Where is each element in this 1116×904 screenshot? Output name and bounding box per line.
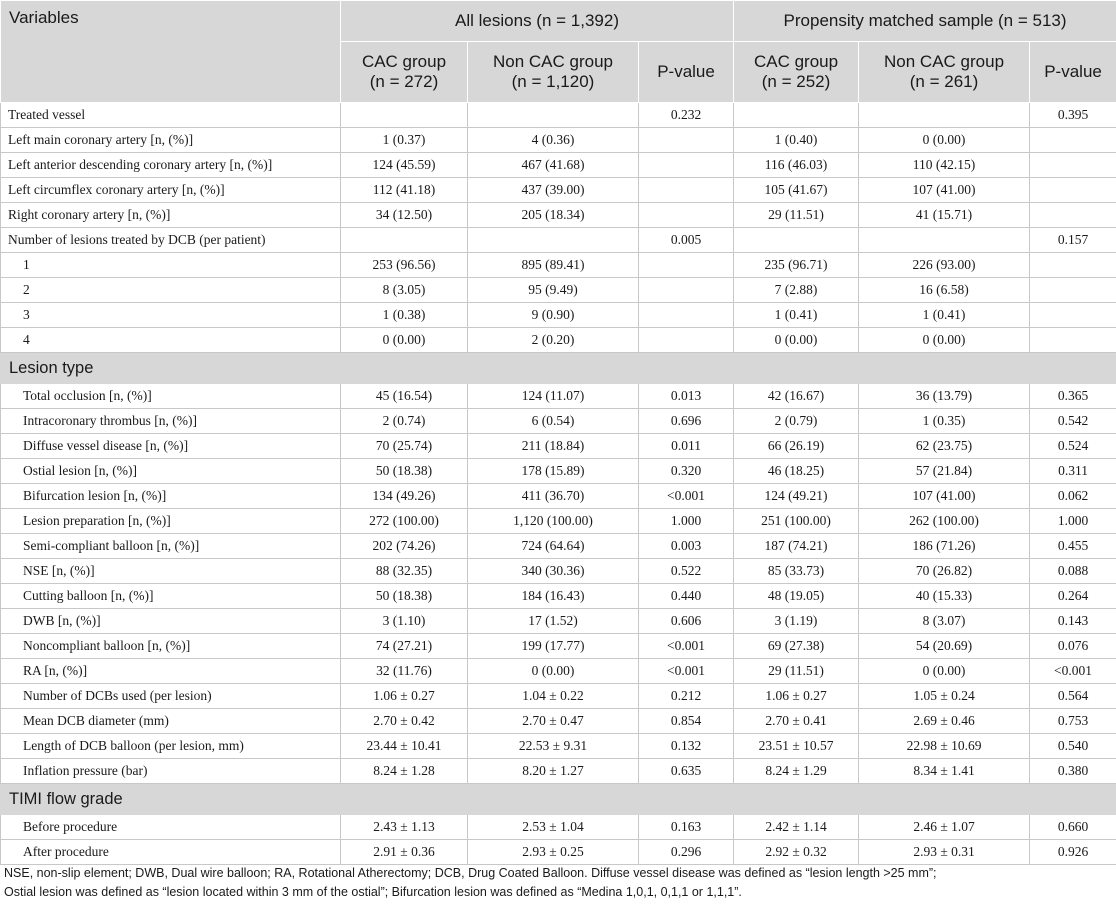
table-cell: 74 (27.21): [341, 634, 468, 659]
table-cell: 0.753: [1030, 709, 1116, 734]
table-row: [1, 203, 1116, 228]
table-cell: 2.42 ± 1.14: [734, 815, 859, 840]
row-label: Length of DCB balloon (per lesion, mm): [1, 734, 341, 759]
table-cell: 22.53 ± 9.31: [468, 734, 639, 759]
table-cell: 186 (71.26): [859, 534, 1030, 559]
table-cell: 0.212: [639, 684, 734, 709]
table-cell: 9 (0.90): [468, 303, 639, 328]
row-label: Semi-compliant balloon [n, (%)]: [1, 534, 341, 559]
table-cell: 6 (0.54): [468, 409, 639, 434]
table-row: [1, 734, 1116, 759]
table-cell: 205 (18.34): [468, 203, 639, 228]
table-row: [1, 559, 1116, 584]
table-cell: 272 (100.00): [341, 509, 468, 534]
table-cell: <0.001: [639, 484, 734, 509]
row-label: DWB [n, (%)]: [1, 609, 341, 634]
table-cell: 124 (45.59): [341, 153, 468, 178]
table-cell: 29 (11.51): [734, 203, 859, 228]
table-cell: [639, 178, 734, 203]
row-label: Left anterior descending coronary artery [n, (%)]: [1, 153, 341, 178]
table-cell: 2 (0.20): [468, 328, 639, 353]
table-cell: 1.06 ± 0.27: [341, 684, 468, 709]
header-row-top: [1, 1, 1116, 42]
row-label: After procedure: [1, 840, 341, 865]
table-cell: 2 (0.79): [734, 409, 859, 434]
all-pvalue-header: P-value: [639, 42, 734, 103]
table-row: [1, 634, 1116, 659]
row-label: 4: [1, 328, 341, 353]
table-cell: 62 (23.75): [859, 434, 1030, 459]
table-cell: [1030, 203, 1116, 228]
table-row: [1, 759, 1116, 784]
table-cell: 0.660: [1030, 815, 1116, 840]
matched-noncac-header: Non CAC group (n = 261): [859, 42, 1030, 103]
table-cell: 105 (41.67): [734, 178, 859, 203]
table-cell: 0.540: [1030, 734, 1116, 759]
row-label: 2: [1, 278, 341, 303]
table-cell: 0.926: [1030, 840, 1116, 865]
table-row: [1, 484, 1116, 509]
row-label: Treated vessel: [1, 103, 341, 128]
table-cell: 0 (0.00): [341, 328, 468, 353]
table-cell: 0.311: [1030, 459, 1116, 484]
table-cell: 57 (21.84): [859, 459, 1030, 484]
table-row: [1, 840, 1116, 865]
table-cell: [639, 153, 734, 178]
table-cell: [1030, 278, 1116, 303]
table-cell: 0.003: [639, 534, 734, 559]
table-cell: 2 (0.74): [341, 409, 468, 434]
table-cell: 0.455: [1030, 534, 1116, 559]
table-cell: 411 (36.70): [468, 484, 639, 509]
table-cell: 8.24 ± 1.29: [734, 759, 859, 784]
row-label: Number of lesions treated by DCB (per patient): [1, 228, 341, 253]
table-cell: 724 (64.64): [468, 534, 639, 559]
table-cell: 0.132: [639, 734, 734, 759]
table-cell: 199 (17.77): [468, 634, 639, 659]
table-cell: 235 (96.71): [734, 253, 859, 278]
all-cac-header: CAC group (n = 272): [341, 42, 468, 103]
row-label: 3: [1, 303, 341, 328]
table-cell: 50 (18.38): [341, 584, 468, 609]
table-cell: 226 (93.00): [859, 253, 1030, 278]
table-cell: 0.635: [639, 759, 734, 784]
row-label: Lesion preparation [n, (%)]: [1, 509, 341, 534]
table-body: [1, 103, 1116, 865]
table-cell: 0.696: [639, 409, 734, 434]
table-cell: 1 (0.40): [734, 128, 859, 153]
table-cell: [639, 203, 734, 228]
table-cell: 69 (27.38): [734, 634, 859, 659]
table-cell: 8.34 ± 1.41: [859, 759, 1030, 784]
table-row: [1, 278, 1116, 303]
table-cell: 40 (15.33): [859, 584, 1030, 609]
table-row: [1, 434, 1116, 459]
table-cell: [1030, 153, 1116, 178]
table-cell: 54 (20.69): [859, 634, 1030, 659]
table-cell: 0.143: [1030, 609, 1116, 634]
table-cell: 88 (32.35): [341, 559, 468, 584]
table-cell: 124 (11.07): [468, 384, 639, 409]
table-cell: 29 (11.51): [734, 659, 859, 684]
table-cell: 2.91 ± 0.36: [341, 840, 468, 865]
row-label: Total occlusion [n, (%)]: [1, 384, 341, 409]
table-cell: 50 (18.38): [341, 459, 468, 484]
table-cell: [341, 103, 468, 128]
matched-sample-header: Propensity matched sample (n = 513): [734, 1, 1116, 42]
table-cell: 34 (12.50): [341, 203, 468, 228]
table-cell: 66 (26.19): [734, 434, 859, 459]
row-label: Left circumflex coronary artery [n, (%)]: [1, 178, 341, 203]
table-row: [1, 178, 1116, 203]
table-cell: [1030, 303, 1116, 328]
row-label: Number of DCBs used (per lesion): [1, 684, 341, 709]
table-cell: <0.001: [1030, 659, 1116, 684]
table-row: [1, 103, 1116, 128]
table-cell: 0.005: [639, 228, 734, 253]
table-cell: 3 (1.19): [734, 609, 859, 634]
table-cell: 0 (0.00): [859, 128, 1030, 153]
table-cell: 85 (33.73): [734, 559, 859, 584]
table-cell: [341, 228, 468, 253]
section-header-row: [1, 353, 1116, 384]
table-cell: 2.43 ± 1.13: [341, 815, 468, 840]
table-row: [1, 709, 1116, 734]
table-cell: 8 (3.05): [341, 278, 468, 303]
table-cell: [468, 103, 639, 128]
table-cell: 0.013: [639, 384, 734, 409]
footnote-line: Ostial lesion was defined as “lesion located within 3 mm of the ostial”; Bifurcation lesion was defined as “Medina 1,0,1, 0,1,1 or 1,1,1”.: [4, 885, 742, 899]
table-cell: [734, 103, 859, 128]
table-row: [1, 253, 1116, 278]
table-cell: <0.001: [639, 659, 734, 684]
table-cell: 2.46 ± 1.07: [859, 815, 1030, 840]
all-noncac-header: Non CAC group (n = 1,120): [468, 42, 639, 103]
table-cell: 0.440: [639, 584, 734, 609]
table-cell: 0.157: [1030, 228, 1116, 253]
table-cell: 1 (0.38): [341, 303, 468, 328]
table-row: [1, 684, 1116, 709]
row-label: Inflation pressure (bar): [1, 759, 341, 784]
table-cell: 2.93 ± 0.31: [859, 840, 1030, 865]
table-cell: 8.20 ± 1.27: [468, 759, 639, 784]
table-cell: [1030, 253, 1116, 278]
table-cell: [1030, 328, 1116, 353]
variables-header: Variables: [1, 1, 341, 103]
table-cell: 0.522: [639, 559, 734, 584]
table-cell: 70 (25.74): [341, 434, 468, 459]
table-cell: 134 (49.26): [341, 484, 468, 509]
table-cell: 3 (1.10): [341, 609, 468, 634]
table-cell: 2.93 ± 0.25: [468, 840, 639, 865]
row-label: Noncompliant balloon [n, (%)]: [1, 634, 341, 659]
table-cell: 467 (41.68): [468, 153, 639, 178]
row-label: RA [n, (%)]: [1, 659, 341, 684]
table-cell: 0 (0.00): [468, 659, 639, 684]
table-cell: 42 (16.67): [734, 384, 859, 409]
table-cell: 110 (42.15): [859, 153, 1030, 178]
table-cell: 2.70 ± 0.41: [734, 709, 859, 734]
table-cell: [1030, 178, 1116, 203]
table-cell: 0.542: [1030, 409, 1116, 434]
table-cell: 262 (100.00): [859, 509, 1030, 534]
table-cell: [734, 228, 859, 253]
table-cell: 2.69 ± 0.46: [859, 709, 1030, 734]
table-cell: 116 (46.03): [734, 153, 859, 178]
table-cell: [1030, 128, 1116, 153]
table-cell: 1,120 (100.00): [468, 509, 639, 534]
table-cell: 107 (41.00): [859, 178, 1030, 203]
table-cell: 7 (2.88): [734, 278, 859, 303]
table-cell: 0.320: [639, 459, 734, 484]
table-cell: 251 (100.00): [734, 509, 859, 534]
table-row: [1, 815, 1116, 840]
table-footnote: [4, 864, 1112, 902]
table-cell: 1 (0.41): [859, 303, 1030, 328]
table-cell: 178 (15.89): [468, 459, 639, 484]
table-cell: 187 (74.21): [734, 534, 859, 559]
table-cell: 0.088: [1030, 559, 1116, 584]
table-cell: 1 (0.37): [341, 128, 468, 153]
table-cell: [639, 253, 734, 278]
table-cell: [639, 303, 734, 328]
table-row: [1, 409, 1116, 434]
table-row: [1, 459, 1116, 484]
table-cell: 202 (74.26): [341, 534, 468, 559]
table-cell: 340 (30.36): [468, 559, 639, 584]
row-label: Right coronary artery [n, (%)]: [1, 203, 341, 228]
table-cell: 0.564: [1030, 684, 1116, 709]
table-cell: [639, 328, 734, 353]
table-cell: 1.05 ± 0.24: [859, 684, 1030, 709]
table-cell: 0.163: [639, 815, 734, 840]
section-header-row: [1, 784, 1116, 815]
table-row: [1, 384, 1116, 409]
footnote-line: NSE, non-slip element; DWB, Dual wire balloon; RA, Rotational Atherectomy; DCB, Drug Coated Balloon. Diffuse vessel disease was defined as “lesion length >25 mm”;: [4, 866, 937, 880]
table-cell: 2.70 ± 0.47: [468, 709, 639, 734]
table-cell: 0.296: [639, 840, 734, 865]
table-cell: [639, 128, 734, 153]
all-lesions-header: All lesions (n = 1,392): [341, 1, 734, 42]
table-cell: 0 (0.00): [859, 659, 1030, 684]
table-cell: 4 (0.36): [468, 128, 639, 153]
table-cell: 895 (89.41): [468, 253, 639, 278]
table-cell: [859, 228, 1030, 253]
table-cell: 17 (1.52): [468, 609, 639, 634]
table-cell: 112 (41.18): [341, 178, 468, 203]
table-cell: 0.524: [1030, 434, 1116, 459]
table-cell: 2.92 ± 0.32: [734, 840, 859, 865]
row-label: Left main coronary artery [n, (%)]: [1, 128, 341, 153]
table-cell: 8.24 ± 1.28: [341, 759, 468, 784]
table-cell: 124 (49.21): [734, 484, 859, 509]
table-cell: 0.606: [639, 609, 734, 634]
table-cell: 41 (15.71): [859, 203, 1030, 228]
row-label: Before procedure: [1, 815, 341, 840]
table-cell: 8 (3.07): [859, 609, 1030, 634]
section-title: Lesion type: [1, 353, 1116, 384]
table-cell: [468, 228, 639, 253]
section-title: TIMI flow grade: [1, 784, 1116, 815]
table-cell: 253 (96.56): [341, 253, 468, 278]
row-label: Bifurcation lesion [n, (%)]: [1, 484, 341, 509]
table-cell: 107 (41.00): [859, 484, 1030, 509]
table-cell: 0.395: [1030, 103, 1116, 128]
table-header: [1, 1, 1116, 103]
table-cell: [859, 103, 1030, 128]
table-cell: 0.365: [1030, 384, 1116, 409]
table-row: [1, 534, 1116, 559]
table-cell: 0.264: [1030, 584, 1116, 609]
table-row: [1, 509, 1116, 534]
matched-cac-header: CAC group (n = 252): [734, 42, 859, 103]
row-label: NSE [n, (%)]: [1, 559, 341, 584]
table-cell: 0.380: [1030, 759, 1116, 784]
table-row: [1, 228, 1116, 253]
table-cell: <0.001: [639, 634, 734, 659]
table-cell: 0 (0.00): [734, 328, 859, 353]
table-row: [1, 584, 1116, 609]
table-row: [1, 153, 1116, 178]
table-cell: 70 (26.82): [859, 559, 1030, 584]
table-cell: 0.062: [1030, 484, 1116, 509]
row-label: 1: [1, 253, 341, 278]
table-cell: 0.011: [639, 434, 734, 459]
row-label: Diffuse vessel disease [n, (%)]: [1, 434, 341, 459]
table-cell: 1 (0.35): [859, 409, 1030, 434]
table-cell: 23.44 ± 10.41: [341, 734, 468, 759]
table-row: [1, 659, 1116, 684]
table-cell: 95 (9.49): [468, 278, 639, 303]
row-label: Intracoronary thrombus [n, (%)]: [1, 409, 341, 434]
matched-pvalue-header: P-value: [1030, 42, 1116, 103]
row-label: Ostial lesion [n, (%)]: [1, 459, 341, 484]
table-cell: 45 (16.54): [341, 384, 468, 409]
row-label: Cutting balloon [n, (%)]: [1, 584, 341, 609]
table-cell: 46 (18.25): [734, 459, 859, 484]
table-cell: [639, 278, 734, 303]
table-cell: 48 (19.05): [734, 584, 859, 609]
table-cell: 0.232: [639, 103, 734, 128]
table-cell: 0.076: [1030, 634, 1116, 659]
table-cell: 1 (0.41): [734, 303, 859, 328]
table-cell: 1.000: [639, 509, 734, 534]
table-cell: 1.06 ± 0.27: [734, 684, 859, 709]
table-cell: 1.000: [1030, 509, 1116, 534]
table-cell: 1.04 ± 0.22: [468, 684, 639, 709]
table-cell: 2.70 ± 0.42: [341, 709, 468, 734]
table-row: [1, 328, 1116, 353]
row-label: Mean DCB diameter (mm): [1, 709, 341, 734]
table-cell: 211 (18.84): [468, 434, 639, 459]
table-cell: 2.53 ± 1.04: [468, 815, 639, 840]
table-cell: 0 (0.00): [859, 328, 1030, 353]
table-cell: 184 (16.43): [468, 584, 639, 609]
table-row: [1, 303, 1116, 328]
table-cell: 22.98 ± 10.69: [859, 734, 1030, 759]
table-cell: 36 (13.79): [859, 384, 1030, 409]
table-cell: 0.854: [639, 709, 734, 734]
table-row: [1, 609, 1116, 634]
table-cell: 32 (11.76): [341, 659, 468, 684]
table-cell: 23.51 ± 10.57: [734, 734, 859, 759]
table-cell: 437 (39.00): [468, 178, 639, 203]
table-cell: 16 (6.58): [859, 278, 1030, 303]
table-row: [1, 128, 1116, 153]
